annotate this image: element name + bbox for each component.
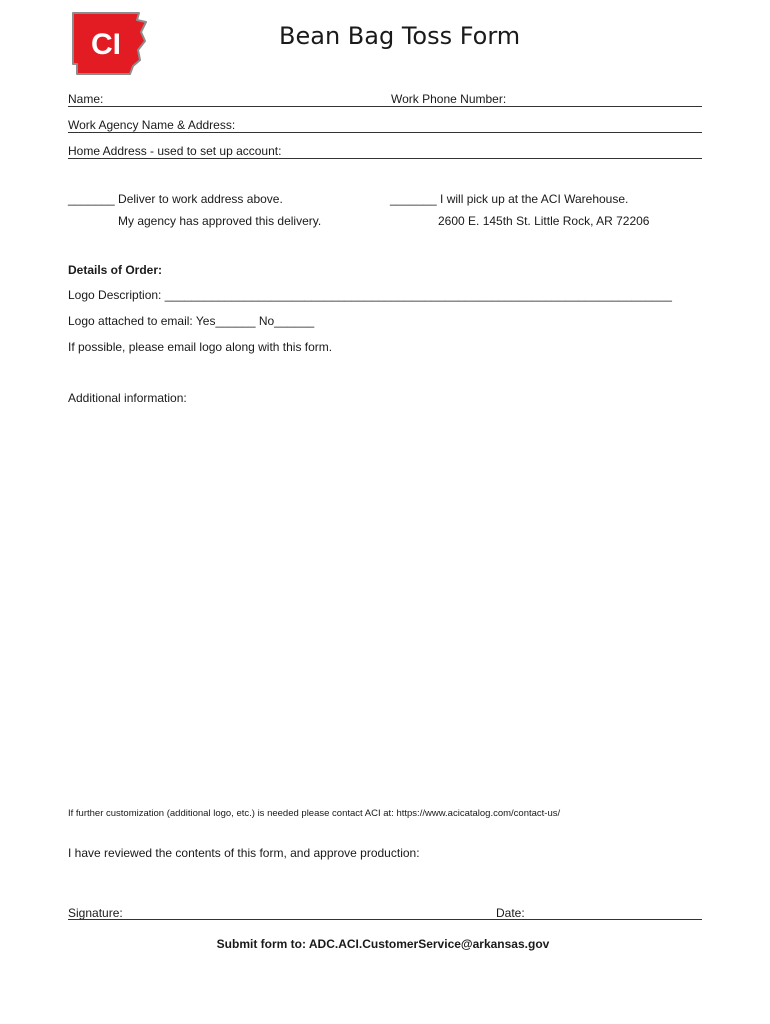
work-phone-label: Work Phone Number: bbox=[391, 92, 507, 106]
review-statement: I have reviewed the contents of this form, and approve production: bbox=[68, 846, 420, 860]
signature-date-line[interactable] bbox=[68, 919, 702, 920]
home-address-line[interactable] bbox=[68, 158, 702, 159]
agency-line[interactable] bbox=[68, 132, 702, 133]
form-title: Bean Bag Toss Form bbox=[279, 22, 521, 50]
pickup-option[interactable]: _______ I will pick up at the ACI Warehouse. bbox=[390, 192, 629, 206]
logo-attached-field[interactable]: Logo attached to email: Yes______ No______ bbox=[68, 314, 315, 328]
name-phone-line[interactable] bbox=[68, 106, 702, 107]
aci-logo bbox=[70, 10, 150, 76]
logo-text: CI bbox=[91, 28, 121, 61]
deliver-note: My agency has approved this delivery. bbox=[118, 214, 322, 228]
submit-text: Submit form to: ADC.ACI.CustomerService@arkansas.gov bbox=[216, 937, 550, 951]
home-address-label: Home Address - used to set up account: bbox=[68, 144, 282, 158]
agency-label: Work Agency Name & Address: bbox=[68, 118, 236, 132]
logo-description-field[interactable]: Logo Description: ____________________________________________________________________________ bbox=[68, 288, 672, 302]
order-details-heading: Details of Order: bbox=[68, 263, 163, 277]
deliver-option[interactable]: _______ Deliver to work address above. bbox=[68, 192, 283, 206]
customization-note: If further customization (additional logo, etc.) is needed please contact ACI at: https://www.acicatalog.com/contact-us/ bbox=[68, 808, 561, 819]
submit-instructions bbox=[0, 937, 770, 951]
date-label: Date: bbox=[496, 906, 525, 920]
signature-label: Signature: bbox=[68, 906, 123, 920]
additional-info-label: Additional information: bbox=[68, 391, 187, 405]
email-logo-note: If possible, please email logo along with this form. bbox=[68, 340, 333, 354]
name-label: Name: bbox=[68, 92, 104, 106]
pickup-address: 2600 E. 145th St. Little Rock, AR 72206 bbox=[438, 214, 650, 228]
